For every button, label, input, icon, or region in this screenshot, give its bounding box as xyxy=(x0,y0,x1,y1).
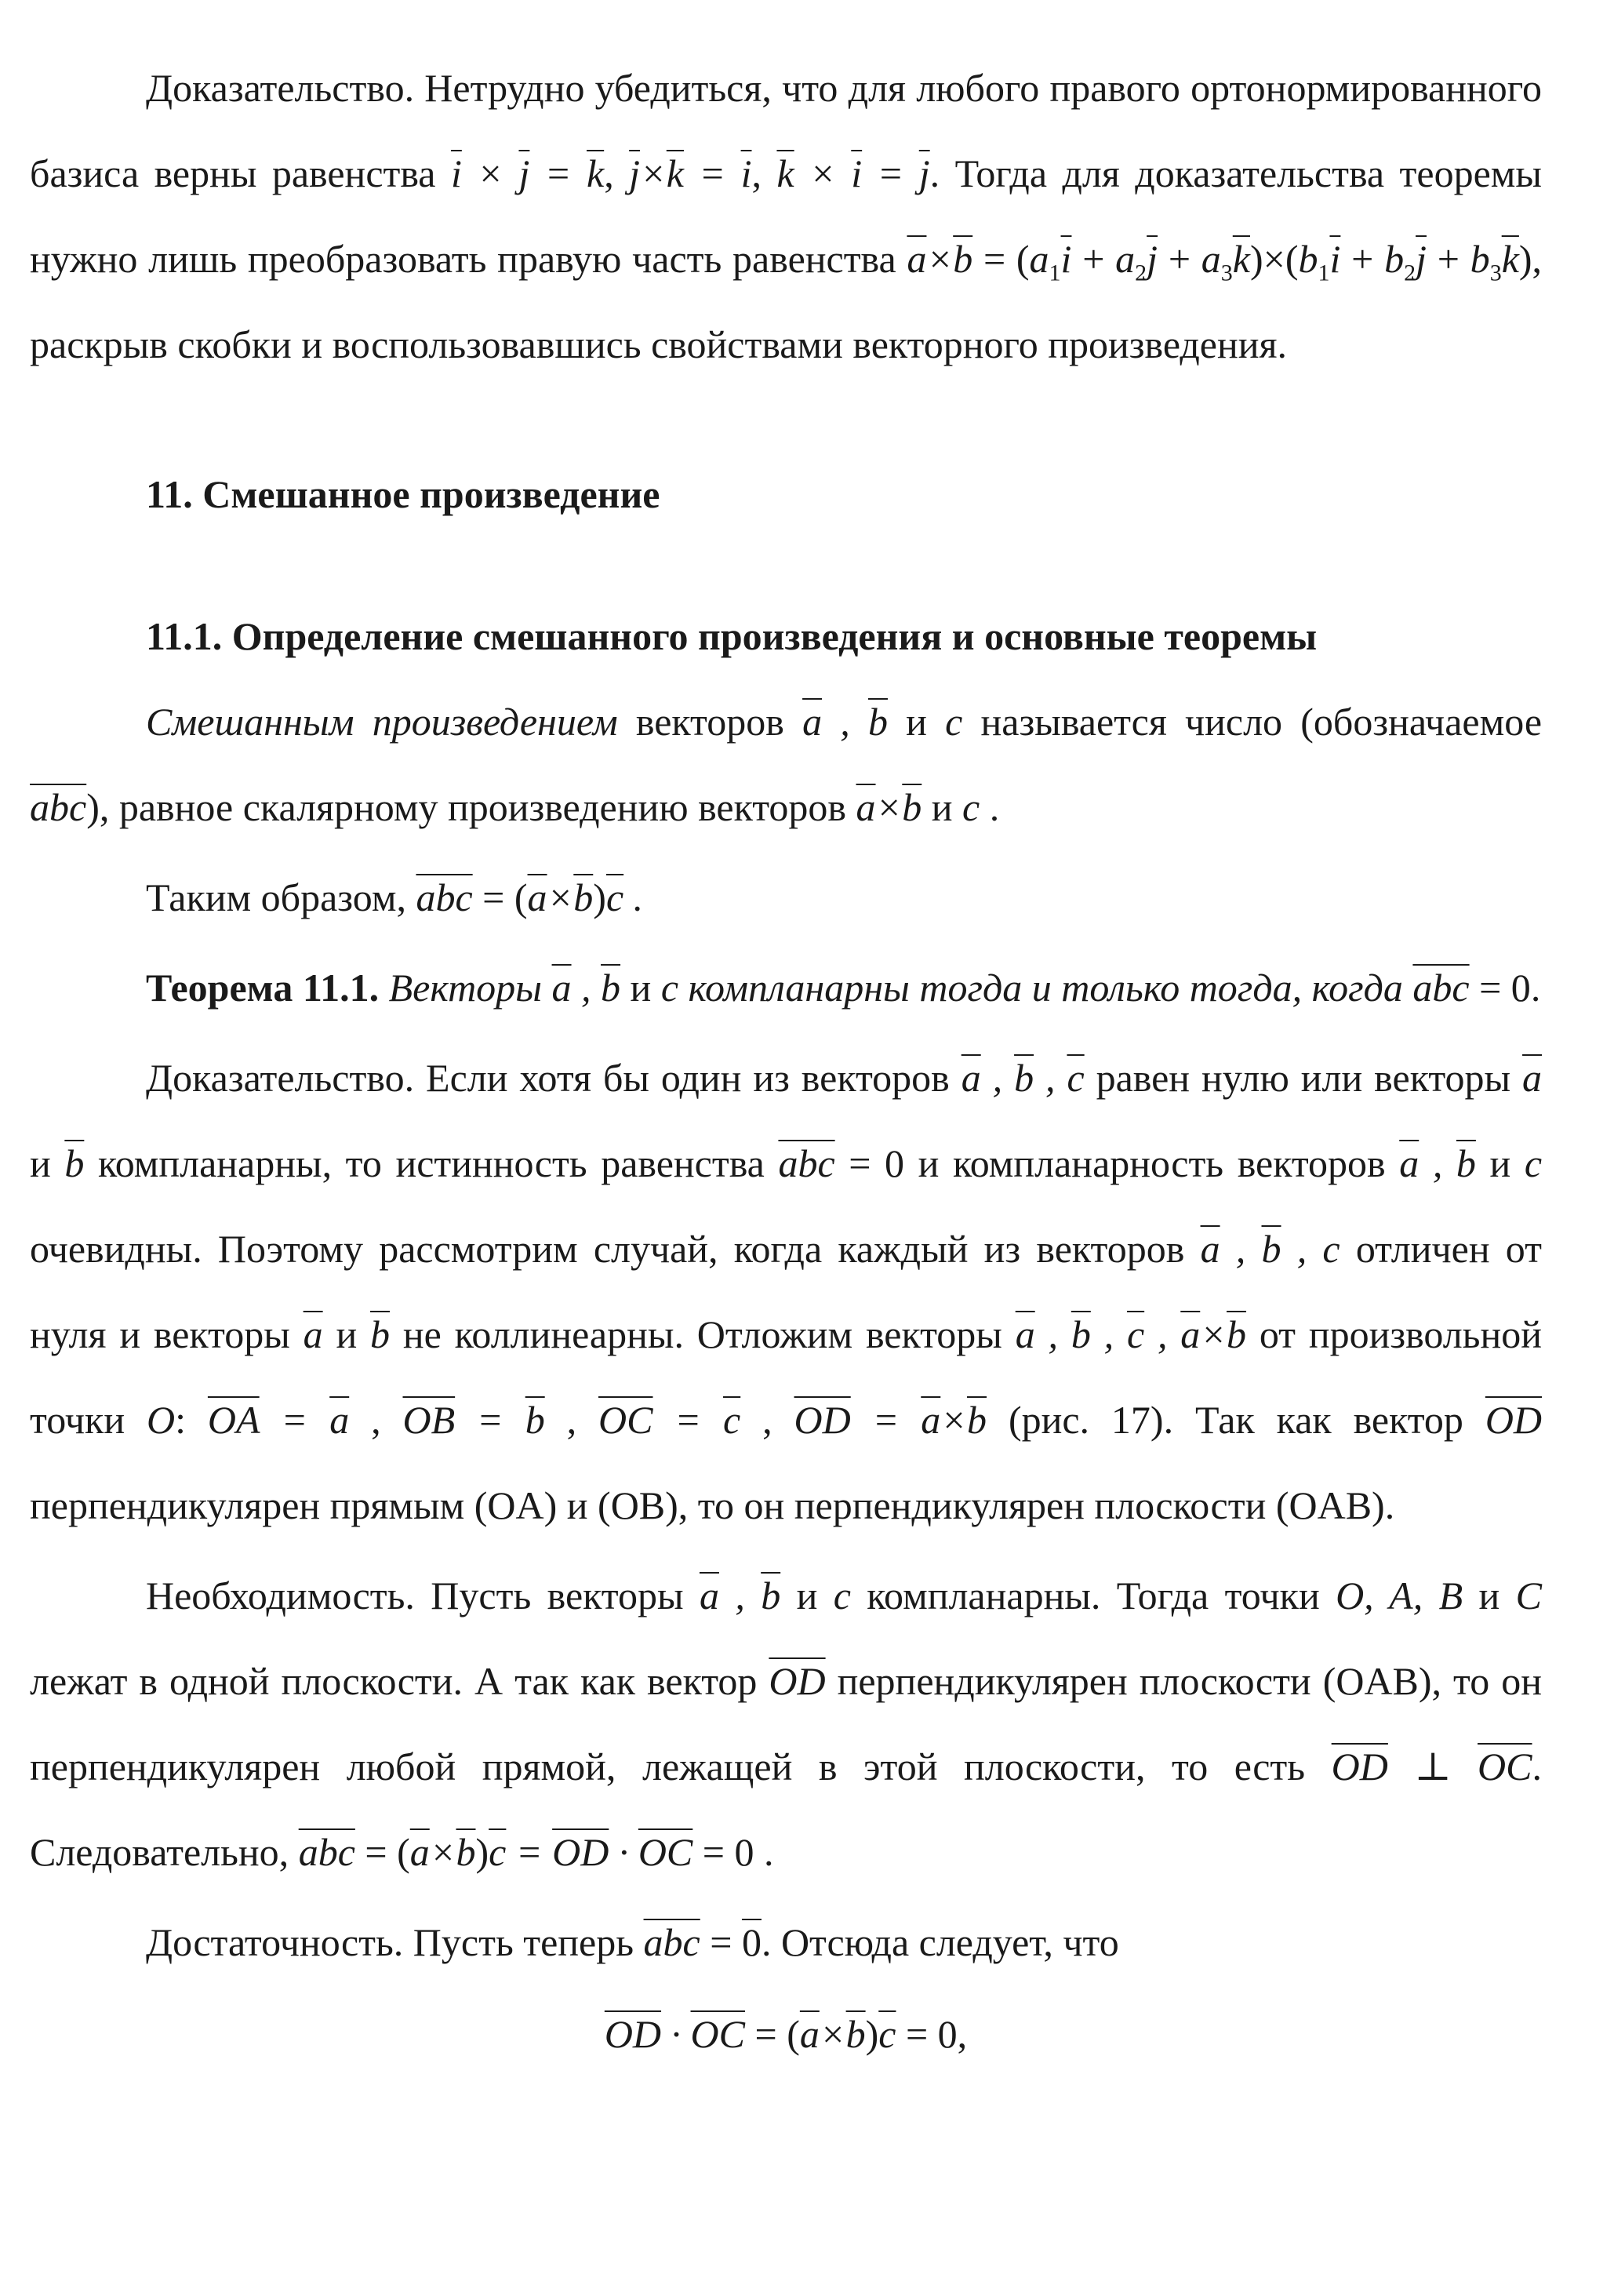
sufficiency-final-formula xyxy=(30,1992,1542,2077)
proof-text-5: очевидны. Поэтому рассмотрим случай, когда каждый из векторов xyxy=(30,1227,1185,1271)
vector-c: c xyxy=(945,700,963,744)
proof-vector-b: $\overline{b}$ xyxy=(64,1141,85,1185)
definition-text-2: называется число (обозначаемое xyxy=(980,700,1543,744)
theorem-vector-c: c xyxy=(660,966,679,1010)
proof-vectors-abc-3: $\overline{a}$ , $\overline{b}$ , c xyxy=(1200,1227,1340,1271)
necessity-paragraph: Необходимость. Пусть векторы $\overline{a}$ , $\overline{b}$ и c компланарны. Тогда точки O, A, B и C лежат в одной плоскости. А так как вектор $\overline{OD}$ перпендикулярен плоскости (OAB), то он перпендикулярен любой прямой, лежащей в этой плоскости, то есть $\overline{OD}$ ⊥ $\overline{OC}$. Следовательно, $\overline{abc} = (\overline{a}\times\overline{b})\overline{c} = \overline{OD} \cdot \overline{OC} = 0$ . xyxy=(30,1574,1543,1874)
final-formula-math: $\overline{OD} \cdot \overline{OC} = (\overline{a}\times\overline{b})\overline{c} = 0$, xyxy=(604,2012,968,2056)
proof-point-o: O xyxy=(147,1398,176,1442)
thus-label: Таким образом, xyxy=(146,875,406,919)
proof-vectors-abc: $\overline{a}$ , $\overline{b}$ , $\overline{c}$ xyxy=(961,1056,1085,1100)
proof-paragraph: Доказательство. Если хотя бы один из векторов $\overline{a}$ , $\overline{b}$ , $\overline{c}$ равен нулю или векторы $\overline{a}$ и $\overline{b}$ компланарны, то истинность равенства $\overline{abc} = 0$ и компланарность векторов $\overline{a}$ , $\overline{b}$ и c очевидны. Поэтому рассмотрим случай, когда каждый из векторов $\overline{a}$ , $\overline{b}$ , c отличен от нуля и векторы $\overline{a}$ и $\overline{b}$ не коллинеарны. Отложим векторы $\overline{a}$ , $\overline{b}$ , $\overline{c}$ , $\overline{a}\times\overline{b}$ от произвольной точки O: $\overline{OA} = \overline{a}$ , $\overline{OB} = \overline{b}$ , $\overline{OC} = \overline{c}$ , $\overline{OD} = \overline{a}\times\overline{b}$ (рис. 17). Так как вектор $\overline{OD}$ перпендикулярен прямым (OA) и (OB), то он перпендикулярен плоскости (OAB). xyxy=(30,1056,1543,1527)
equation-cross-expansion: $\overline{a}\times\overline{b} = (a_1\overline{i} + a_2\overline{j} + a_3\overline{k})\times(b_1\overline{i} + b_2\overline{j} + b_3\overline{k})$ xyxy=(907,237,1532,286)
necessity-text-3: лежат в одной плоскости. А так как вектор xyxy=(30,1659,758,1703)
proof-text-3: компланарны, то истинность равенства xyxy=(97,1141,765,1185)
necessity-point-c: C xyxy=(1515,1574,1542,1617)
subsection-title: 11.1. Определение смешанного произведения и основные теоремы xyxy=(146,614,1318,658)
proof-vector-od: $\overline{OD}$ xyxy=(1485,1398,1543,1442)
proof-intro-text: Доказательство. Нетрудно убедиться, что для любого правого ортонормированного базиса верны равенства xyxy=(30,66,1542,195)
thus-formula: $\overline{abc} = (\overline{a}\times\overline{b})\overline{c}$ . xyxy=(416,875,644,919)
necessity-text-5: . Следовательно, xyxy=(30,1745,1543,1874)
theorem-end: . xyxy=(1530,966,1541,1010)
necessity-text-4: перпендикулярен плоскости (OAB), то он перпендикулярен любой прямой, лежащей в этой плоскости, то есть xyxy=(30,1659,1542,1788)
proof-text-9: (рис. 17). Так как вектор xyxy=(1008,1398,1463,1442)
necessity-formula: $\overline{abc} = (\overline{a}\times\overline{b})\overline{c} = \overline{OD} \cdot \overline{OC} = 0$ xyxy=(298,1830,754,1874)
thus-paragraph xyxy=(30,855,1542,941)
vectors-a-b: $\overline{a}$ , $\overline{b}$ xyxy=(802,700,888,744)
sufficiency-paragraph xyxy=(30,1900,1542,1985)
proof-vector-b-3: $\overline{b}$ xyxy=(370,1312,391,1356)
theorem-paragraph xyxy=(30,945,1542,1031)
definition-text-4: и xyxy=(931,785,953,829)
sufficiency-text-2: . Отсюда следует, что xyxy=(761,1920,1119,1964)
theorem-text-1: Векторы xyxy=(388,966,543,1010)
proof-text-2: равен нулю или векторы xyxy=(1096,1056,1511,1100)
definition-text-1: векторов xyxy=(635,700,784,744)
section-title: 11. Смешанное произведение xyxy=(146,472,660,516)
proof-oc-eq: $\overline{OC} = \overline{c}$ xyxy=(598,1398,741,1442)
vector-c-2: c xyxy=(962,785,980,829)
proof-text-7: не коллинеарны. Отложим векторы xyxy=(402,1312,1002,1356)
necessity-points: O, A, B xyxy=(1336,1574,1463,1617)
proof-vectors-list: $\overline{a}$ , $\overline{b}$ , $\overline{c}$ , $\overline{a}\times\overline{b}$ xyxy=(1015,1312,1247,1356)
necessity-vector-od: $\overline{OD}$ xyxy=(769,1659,826,1703)
proof-text-8: от произвольной точки xyxy=(30,1312,1542,1442)
proof-vector-a-3: $\overline{a}$ xyxy=(303,1312,323,1356)
theorem-text-2: и xyxy=(630,966,652,1010)
equation-k-cross-i: $\overline{k} \times \overline{i} = \overline{j}$ xyxy=(776,151,930,195)
sufficiency-text-1: Достаточность. Пусть теперь xyxy=(146,1920,634,1964)
proof-od-eq: $\overline{OD} = \overline{a}\times\overline{b}$ xyxy=(794,1398,987,1442)
necessity-vectors-ab: $\overline{a}$ , $\overline{b}$ xyxy=(699,1574,781,1617)
sufficiency-abc-zero: $\overline{abc} = 0$ xyxy=(643,1920,762,1964)
proof-text-1: Доказательство. Если хотя бы один из векторов xyxy=(146,1056,950,1100)
equation-j-cross-k: $\overline{j}\times\overline{k} = \overline{i}$ xyxy=(629,151,752,195)
proof-text-4: и компланарность векторов xyxy=(918,1141,1386,1185)
necessity-vector-c: c xyxy=(833,1574,851,1617)
cross-product-a-b: $\overline{a}\times\overline{b}$ xyxy=(856,785,922,829)
proof-vector-c-2: c xyxy=(1524,1141,1543,1185)
proof-vector-a: $\overline{a}$ xyxy=(1522,1056,1543,1100)
necessity-text-2: компланарны. Тогда точки xyxy=(867,1574,1320,1617)
proof-text-6: отличен от нуля и векторы xyxy=(30,1227,1543,1356)
theorem-vectors-a-b: $\overline{a}$ , $\overline{b}$ xyxy=(551,966,621,1010)
theorem-formula: $\overline{abc} = 0$ xyxy=(1412,966,1531,1010)
mixed-product-abc: $\overline{abc}$ xyxy=(30,785,87,829)
proof-tail-text: , раскрыв скобки и воспользовавшись свойствами векторного произведения. xyxy=(30,237,1543,366)
definition-term: Смешанным произведением xyxy=(146,700,618,744)
proof-ob-eq: $\overline{OB} = \overline{b}$ xyxy=(402,1398,545,1442)
proof-text-10: перпендикулярен прямым (OA) и (OB), то он перпендикулярен плоскости (OAB). xyxy=(30,1483,1395,1527)
proof-paragraph-intro: Доказательство. Нетрудно убедиться, что для любого правого ортонормированного базиса верны равенства $\overline{i} \times \overline{j} = \overline{k}$, $\overline{j}\times\overline{k} = \overline{i}$, $\overline{k} \times \overline{i} = \overline{j}$. Тогда для доказательства теоремы нужно лишь преобразовать правую часть равенства $\overline{a}\times\overline{b} = (a_1\overline{i} + a_2\overline{j} + a_3\overline{k})\times(b_1\overline{i} + b_2\overline{j} + b_3\overline{k})$, раскрыв скобки и воспользовавшись свойствами векторного произведения. xyxy=(30,66,1543,366)
necessity-od-perp-oc: $\overline{OD}$ ⊥ $\overline{OC}$ xyxy=(1331,1745,1532,1788)
definition-text-3: ), равное скалярному произведению векторов xyxy=(86,785,847,829)
necessity-text-1: Необходимость. Пусть векторы xyxy=(146,1574,684,1617)
proof-abc-zero: $\overline{abc} = 0$ xyxy=(778,1141,905,1185)
proof-then-text: . Тогда для доказательства теоремы нужно лишь преобразовать правую часть равенства xyxy=(30,151,1542,281)
definition-paragraph: Смешанным произведением векторов $\overline{a}$ , $\overline{b}$ и c называется число (обозначаемое $\overline{abc}$), равное скалярному произведению векторов $\overline{a}\times\overline{b}$ и c . xyxy=(30,700,1543,829)
equation-i-cross-j: $\overline{i} \times \overline{j} = \overline{k}$ xyxy=(450,151,605,195)
proof-vectors-ab-2: $\overline{a}$ , $\overline{b}$ xyxy=(1399,1141,1476,1185)
proof-oa-eq: $\overline{OA} = \overline{a}$ xyxy=(207,1398,350,1442)
theorem-text-3: компланарны тогда и только тогда, когда xyxy=(688,966,1403,1010)
theorem-label: Теорема 11.1. xyxy=(146,966,380,1010)
